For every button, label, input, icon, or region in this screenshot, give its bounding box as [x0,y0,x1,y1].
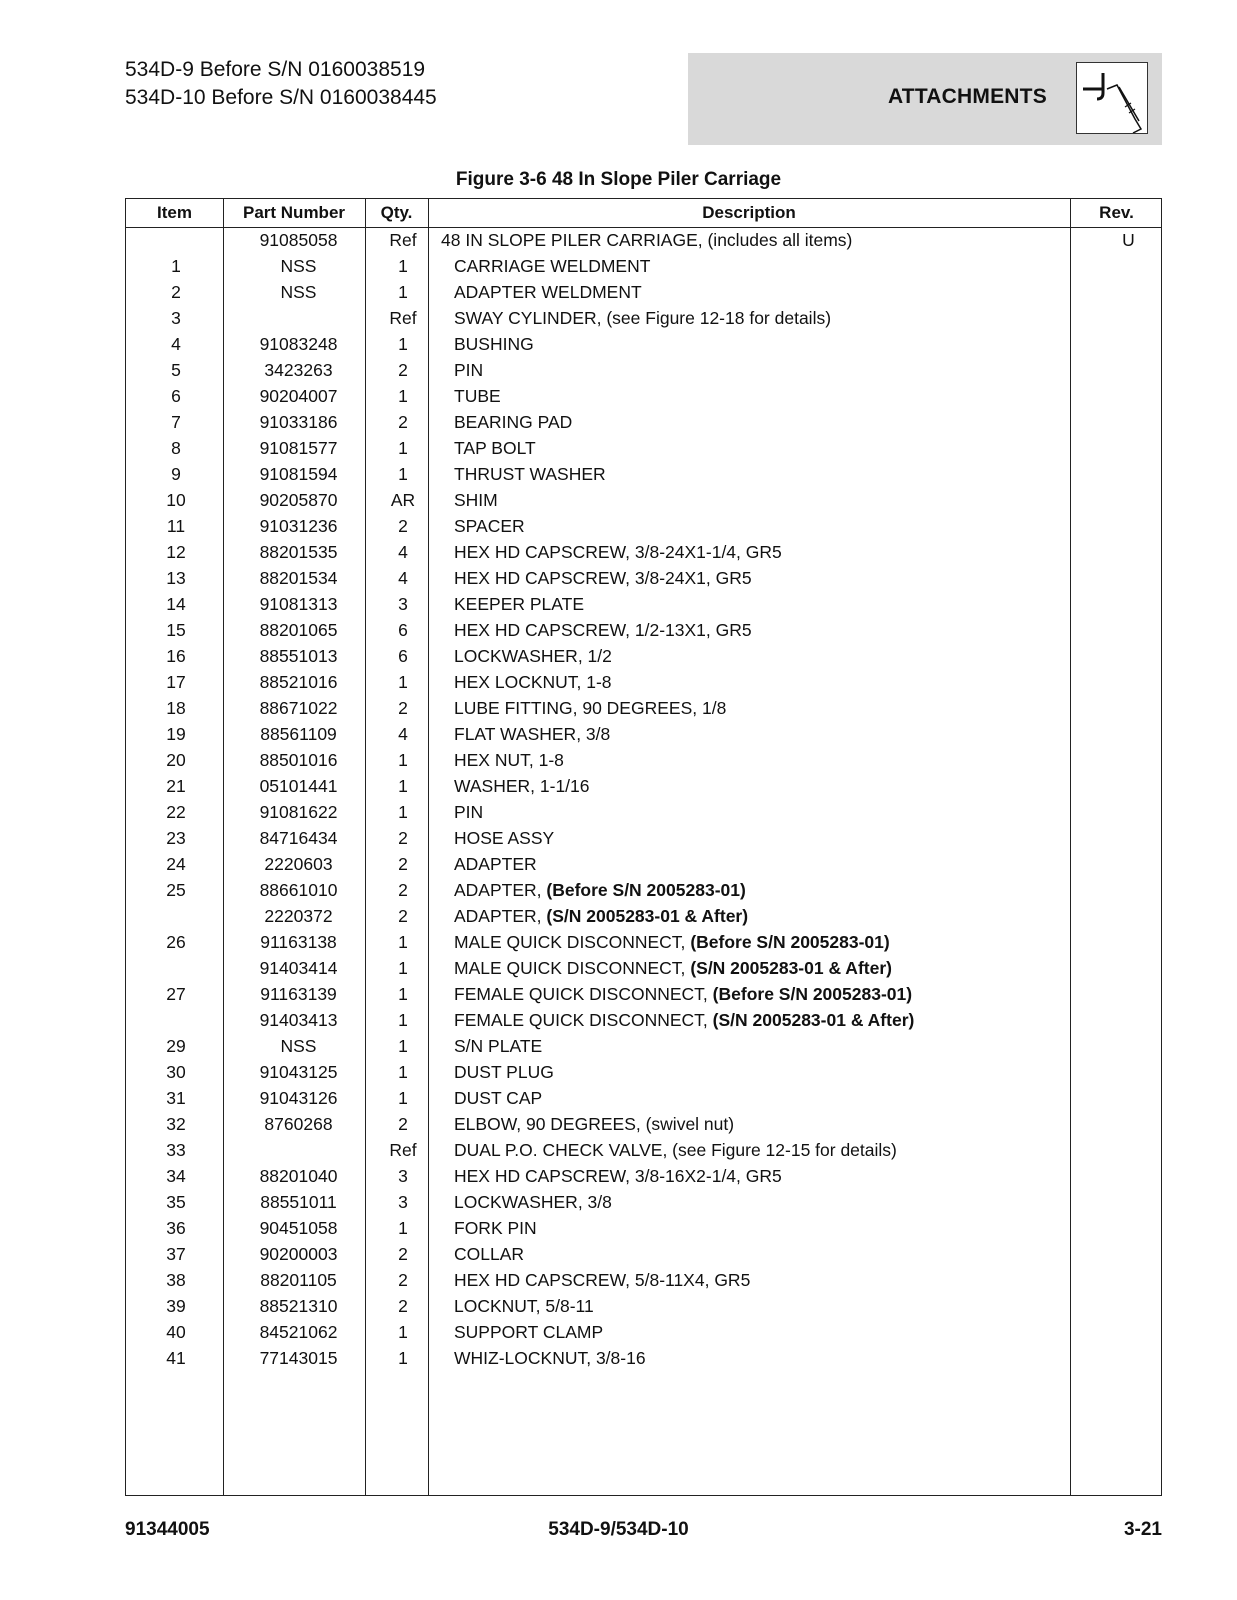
qty-cell: 1 [398,464,408,484]
part-number-cell: 90200003 [259,1244,338,1264]
rev-cell: U [1122,230,1135,250]
part-number-cell: 8760268 [264,1114,333,1134]
part-number-cell: 91403414 [259,958,338,978]
item-cell: 36 [166,1218,186,1238]
part-number-cell: 88201065 [259,620,338,640]
description-cell [454,929,890,955]
item-cell: 26 [166,932,186,952]
item-cell: 5 [171,360,181,380]
qty-cell: 4 [398,724,408,744]
description-cell [454,747,564,773]
part-number-cell: 88501016 [259,750,338,770]
part-number-cell: 91043126 [259,1088,338,1108]
description-cell [454,1345,646,1371]
description-cell [454,1241,524,1267]
description-text: TUBE [454,386,501,406]
description-cell [454,279,642,305]
description-cell [454,383,501,409]
description-cell [454,1163,782,1189]
table-body [126,227,1161,1371]
part-number-cell: 88561109 [260,724,337,744]
description-cell [454,1085,542,1111]
table-row [126,1111,1161,1137]
qty-cell: 1 [398,1088,408,1108]
description-cell [454,1293,594,1319]
description-text: DUST CAP [454,1088,543,1108]
item-cell: 21 [166,776,186,796]
item-cell: 40 [166,1322,186,1342]
item-cell: 15 [166,620,186,640]
description-text: LOCKWASHER, 1/2 [454,646,612,666]
part-number-cell: 91403413 [259,1010,338,1030]
qty-cell: 2 [398,880,408,900]
item-cell: 9 [171,464,181,484]
item-cell: 30 [166,1062,186,1082]
table-row [126,981,1161,1007]
qty-cell: 1 [398,984,408,1004]
description-cell [454,1189,612,1215]
description-text: CARRIAGE WELDMENT [454,256,651,276]
part-number-cell: 88201105 [260,1270,337,1290]
table-row [126,721,1161,747]
description-cell [454,591,584,617]
description-cell [454,669,612,695]
part-number-cell: 91081313 [259,594,338,614]
item-cell: 29 [166,1036,186,1056]
description-text: PIN [454,360,484,380]
part-number-cell: 90204007 [259,386,338,406]
qty-cell: 2 [398,906,408,926]
item-cell: 7 [171,412,181,432]
item-cell: 2 [171,282,181,302]
description-cell [454,643,612,669]
description-text: 48 IN SLOPE PILER CARRIAGE, (includes all items) [441,230,853,250]
part-number-cell: 3423263 [264,360,333,380]
col-header-item: Item [157,203,192,222]
description-text: DUST PLUG [454,1062,554,1082]
qty-cell: 1 [398,1062,408,1082]
description-cell [454,903,748,929]
part-number-cell: 91081577 [259,438,338,458]
section-banner [688,53,1162,145]
part-number-cell: 91033186 [259,412,338,432]
description-text: BUSHING [454,334,534,354]
qty-cell: 3 [398,594,408,614]
item-cell: 27 [166,984,186,1004]
part-number-cell: 91163139 [260,984,337,1004]
description-cell [454,331,534,357]
qty-cell: 1 [398,958,408,978]
description-text: SUPPORT CLAMP [454,1322,604,1342]
qty-cell: 2 [398,1270,408,1290]
col-header-part-number: Part Number [242,203,346,222]
serial-note: (Before S/N 2005283-01) [690,932,890,952]
table-row [126,1241,1161,1267]
col-header-description: Description [702,203,796,222]
qty-cell: 2 [398,1296,408,1316]
item-cell: 17 [166,672,186,692]
part-number-cell: 88671022 [259,698,338,718]
qty-cell: 2 [398,854,408,874]
qty-cell: 1 [398,256,408,276]
figure-title: Figure 3-6 48 In Slope Piler Carriage [455,169,782,190]
description-text: ELBOW, 90 DEGREES, (swivel nut) [454,1114,735,1134]
part-number-cell: 88201040 [259,1166,338,1186]
part-number-cell: NSS [280,1036,317,1056]
item-cell: 18 [166,698,186,718]
table-row [126,305,1161,331]
description-text: HEX HD CAPSCREW, 3/8-16X2-1/4, GR5 [454,1166,782,1186]
part-number-cell: 88551013 [259,646,338,666]
qty-cell: 2 [398,1114,408,1134]
table-row [126,825,1161,851]
table-row [126,773,1161,799]
serial-note: (Before S/N 2005283-01) [546,880,746,900]
table-row [126,539,1161,565]
part-number-cell: NSS [280,282,317,302]
table-row [126,877,1161,903]
qty-cell: Ref [389,230,417,250]
description-cell [454,851,537,877]
table-row [126,487,1161,513]
table-row [126,1085,1161,1111]
table-row [126,565,1161,591]
qty-cell: AR [390,490,416,510]
description-text: TAP BOLT [454,438,536,458]
item-cell: 31 [166,1088,186,1108]
table-row [126,1189,1161,1215]
qty-cell: 2 [398,828,408,848]
table-row [126,617,1161,643]
serial-note: (S/N 2005283-01 & After) [690,958,892,978]
item-cell: 20 [166,750,186,770]
item-cell: 4 [171,334,181,354]
description-text: LUBE FITTING, 90 DEGREES, 1/8 [454,698,727,718]
item-cell: 32 [166,1114,186,1134]
description-cell [454,253,650,279]
description-cell [454,1267,750,1293]
qty-cell: 1 [398,438,408,458]
item-cell: 23 [166,828,186,848]
footer-doc-number: 91344005 [125,1519,210,1540]
description-text: LOCKNUT, 5/8-11 [454,1296,594,1316]
footer-page-number: 3-21 [1123,1519,1162,1540]
qty-cell: 1 [398,776,408,796]
description-cell [454,305,831,331]
part-number-cell: 2220603 [264,854,333,874]
item-cell: 35 [166,1192,186,1212]
description-text: ADAPTER, [454,906,542,926]
part-number-cell: 84521062 [259,1322,338,1342]
description-text: FEMALE QUICK DISCONNECT, [454,984,708,1004]
qty-cell: 3 [398,1166,408,1186]
item-cell: 22 [166,802,186,822]
description-cell [454,1137,897,1163]
table-row [126,1059,1161,1085]
description-cell [454,695,726,721]
table-row [126,643,1161,669]
item-cell: 34 [166,1166,186,1186]
qty-cell: 1 [398,750,408,770]
qty-cell: 2 [398,698,408,718]
description-cell [454,981,912,1007]
description-cell [454,617,752,643]
table-row [126,279,1161,305]
table-row [126,669,1161,695]
table-row [126,1293,1161,1319]
part-number-cell: NSS [280,256,317,276]
description-text: DUAL P.O. CHECK VALVE, (see Figure 12-15 for details) [454,1140,897,1160]
model-info [125,56,437,112]
description-cell [454,565,752,591]
serial-note: (S/N 2005283-01 & After) [712,1010,915,1030]
table-row [126,1163,1161,1189]
description-cell [454,799,483,825]
description-cell [454,721,610,747]
qty-cell: 1 [398,1218,408,1238]
table-row [126,903,1161,929]
item-cell: 13 [166,568,186,588]
table-row [126,513,1161,539]
description-text: SPACER [454,516,525,536]
item-cell: 1 [171,256,181,276]
part-number-cell: 05101441 [259,776,338,796]
description-text: WASHER, 1-1/16 [454,776,590,796]
table-row [126,435,1161,461]
description-text: HEX HD CAPSCREW, 3/8-24X1, GR5 [454,568,752,588]
part-number-cell: 91163138 [260,932,337,952]
description-text: ADAPTER, [454,880,542,900]
part-number-cell: 91083248 [259,334,338,354]
section-title: ATTACHMENTS [888,85,1047,108]
description-cell [454,1007,914,1033]
description-text: HEX LOCKNUT, 1-8 [454,672,612,692]
description-text: HEX HD CAPSCREW, 5/8-11X4, GR5 [454,1270,751,1290]
qty-cell: 4 [398,542,408,562]
qty-cell: 4 [398,568,408,588]
part-number-cell: 88661010 [259,880,338,900]
description-cell [454,1215,537,1241]
footer-models: 534D-9/534D-10 [548,1519,689,1540]
description-text: HEX HD CAPSCREW, 3/8-24X1-1/4, GR5 [454,542,782,562]
description-text: HEX NUT, 1-8 [454,750,564,770]
qty-cell: 6 [398,646,408,666]
table-row [126,1319,1161,1345]
description-cell [454,1059,554,1085]
description-cell [454,513,525,539]
item-cell: 24 [166,854,186,874]
item-cell: 14 [166,594,186,614]
item-cell: 25 [166,880,186,900]
description-cell [454,461,606,487]
description-cell [454,773,590,799]
part-number-cell: 91031236 [259,516,338,536]
description-cell [454,409,572,435]
description-text: SHIM [454,490,498,510]
table-row [126,1215,1161,1241]
description-text: ADAPTER [454,854,537,874]
part-number-cell: 88551011 [260,1192,337,1212]
description-text: MALE QUICK DISCONNECT, [454,932,686,952]
table-row [126,461,1161,487]
item-cell: 37 [166,1244,186,1264]
description-cell [454,877,746,903]
table-row [126,409,1161,435]
table-row [126,253,1161,279]
item-cell: 19 [166,724,186,744]
table-row [126,1033,1161,1059]
description-cell [454,1111,734,1137]
description-text: FLAT WASHER, 3/8 [454,724,611,744]
col-header-qty: Qty. [380,203,413,222]
table-row [126,695,1161,721]
attachment-icon [1076,62,1148,134]
table-row [126,929,1161,955]
description-text: LOCKWASHER, 3/8 [454,1192,612,1212]
qty-cell: 1 [398,282,408,302]
qty-cell: 1 [398,932,408,952]
description-cell [454,539,782,565]
description-cell [454,435,536,461]
qty-cell: Ref [389,308,417,328]
description-text: HOSE ASSY [454,828,555,848]
description-cell [454,1033,542,1059]
item-cell: 39 [166,1296,186,1316]
item-cell: 3 [171,308,181,328]
part-number-cell: 77143015 [259,1348,338,1368]
item-cell: 12 [166,542,186,562]
part-number-cell: 91081622 [259,802,338,822]
qty-cell: 2 [398,412,408,432]
table-row [126,227,1161,253]
table-row [126,747,1161,773]
qty-cell: 2 [398,360,408,380]
table-row [126,955,1161,981]
part-number-cell: 91081594 [259,464,338,484]
part-number-cell: 2220372 [264,906,333,926]
item-cell: 16 [166,646,186,666]
model-line-1: 534D-9 Before S/N 0160038519 [125,58,426,81]
part-number-cell: 88521310 [259,1296,338,1316]
description-text: ADAPTER WELDMENT [454,282,642,302]
table-row [126,591,1161,617]
description-text: HEX HD CAPSCREW, 1/2-13X1, GR5 [454,620,752,640]
qty-cell: 2 [398,516,408,536]
table-row [126,383,1161,409]
item-cell: 33 [166,1140,186,1160]
part-number-cell: 88201534 [259,568,338,588]
description-text: PIN [454,802,484,822]
description-cell [454,825,554,851]
qty-cell: Ref [389,1140,417,1160]
qty-cell: 1 [398,1322,408,1342]
table-row [126,851,1161,877]
qty-cell: 3 [398,1192,408,1212]
part-number-cell: 90451058 [259,1218,338,1238]
qty-cell: 1 [398,386,408,406]
description-text: FEMALE QUICK DISCONNECT, [454,1010,708,1030]
table-row [126,357,1161,383]
part-number-cell: 91085058 [259,230,338,250]
table-row [126,1137,1161,1163]
part-number-cell: 88201535 [259,542,338,562]
qty-cell: 1 [398,1036,408,1056]
description-text: KEEPER PLATE [454,594,585,614]
description-text: WHIZ-LOCKNUT, 3/8-16 [454,1348,646,1368]
serial-note: (Before S/N 2005283-01) [712,984,913,1004]
description-cell [454,357,483,383]
table-row [126,799,1161,825]
part-number-cell: 91043125 [259,1062,338,1082]
item-cell: 6 [171,386,181,406]
description-cell [454,955,892,981]
part-number-cell: 88521016 [259,672,338,692]
table-row [126,1007,1161,1033]
table-row [126,1345,1161,1371]
serial-note: (S/N 2005283-01 & After) [546,906,749,926]
qty-cell: 6 [398,620,408,640]
table-row [126,331,1161,357]
description-text: FORK PIN [454,1218,537,1238]
part-number-cell: 84716434 [259,828,338,848]
qty-cell: 1 [398,802,408,822]
qty-cell: 1 [398,334,408,354]
qty-cell: 1 [398,1010,408,1030]
item-cell: 11 [166,516,186,536]
part-number-cell: 90205870 [259,490,338,510]
col-header-rev: Rev. [1099,203,1134,222]
description-cell [454,487,498,513]
item-cell: 8 [171,438,181,458]
qty-cell: 2 [398,1244,408,1264]
description-cell [435,227,852,253]
table-row [126,1267,1161,1293]
description-text: BEARING PAD [454,412,573,432]
description-text: MALE QUICK DISCONNECT, [454,958,686,978]
qty-cell: 1 [398,672,408,692]
description-cell [454,1319,603,1345]
item-cell: 38 [166,1270,186,1290]
parts-table [125,198,1162,1496]
description-text: COLLAR [454,1244,525,1264]
description-text: SWAY CYLINDER, (see Figure 12-18 for details) [454,308,832,328]
description-text: THRUST WASHER [454,464,606,484]
description-text: S/N PLATE [454,1036,543,1056]
item-cell: 10 [166,490,186,510]
item-cell: 41 [166,1348,186,1368]
qty-cell: 1 [398,1348,408,1368]
model-line-2: 534D-10 Before S/N 0160038445 [125,86,437,109]
